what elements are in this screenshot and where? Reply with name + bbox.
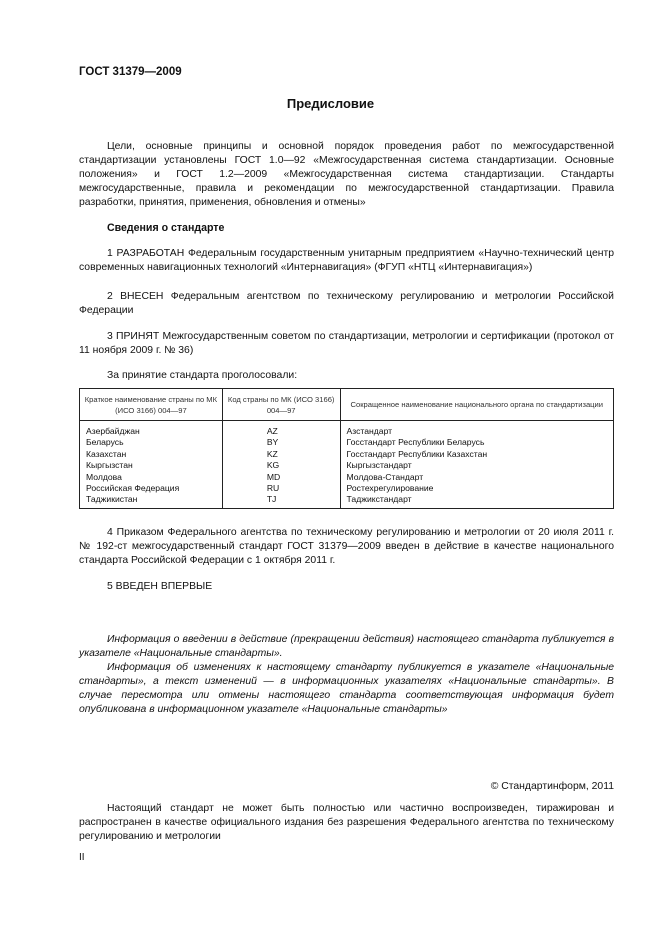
country-name: Таджикистан [86,494,138,505]
country-name: Кыргызстан [86,460,133,471]
standards-body: Ростехрегулирование [346,483,434,494]
country-code: TJ [266,494,277,505]
document-code-header: ГОСТ 31379—2009 [79,66,182,78]
item-introduced-by: 2 ВНЕСЕН Федеральным агентством по техническому регулированию и метрологии Российской Федерации [79,291,614,316]
standards-body: Азстандарт [346,426,393,436]
standards-body: Кыргызстандарт [346,460,412,471]
info-notice [79,633,614,717]
item-developed: 1 РАЗРАБОТАН Федеральным государственным унитарным предприятием «Научно-технический центр современных навигационных технологий «Интернавигация» (ФГУП «НТЦ «Интернавигация») [79,248,614,273]
header-country-name: Краткое наименование страны по МК (ИСО 3166) 004—97 [80,389,223,421]
item-order: 4 Приказом Федерального агентства по техническому регулированию и метрологии от 20 июля 2011 г. № 192-ст межгосударственный стандарт ГОСТ 31379—2009 введен в действие в качестве национального стандарта Российской Федерации с 1 октября 2011 г. [79,527,614,566]
country-code: AZ [266,426,278,436]
standards-body-column [340,421,613,509]
country-name: Российская Федерация [86,483,180,494]
country-code: KG [266,460,280,471]
header-standards-body: Сокращенное наименование национального органа по стандартизации [340,389,613,421]
country-code: KZ [266,448,278,459]
table-caption: За принятие стандарта проголосовали: [107,370,298,381]
country-name: Азербайджан [86,426,140,436]
table-header-row [80,389,614,421]
table-body-row [80,421,614,509]
standards-body: Таджикстандарт [346,494,412,505]
info-paragraph-2: Информация об изменениях к настоящему стандарту публикуется в указателе «Национальные стандарты», а текст изменений — в информационных указателях «Национальные стандарты». В случае пересмотра или отмены настоящего стандарта соответствующая информация будет опубликована в информационном указателе «Национальные стандарты» [79,662,614,715]
item-adopted: 3 ПРИНЯТ Межгосударственным советом по стандартизации, метрологии и сертификации (протокол от 11 ноября 2009 г. № 36) [79,331,614,356]
intro-text: Цели, основные принципы и основной порядок проведения работ по межгосударственной стандартизации установлены ГОСТ 1.0—92 «Межгосударственная система стандартизации. Основные положения» и ГОСТ 1.2—2009 «Межгосударственная система стандартизации. Стандарты межгосударственные, правила и рекомендации по межгосударственной стандартизации. Правила разработки, принятия, применения, обновления и отмены» [79,141,614,208]
info-paragraph-1: Информация о введении в действие (прекращении действия) настоящего стандарта публикуется в указателе «Национальные стандарты». [79,634,614,659]
country-name: Молдова [86,471,122,482]
intro-paragraph [79,140,614,210]
header-country-code: Код страны по МК (ИСО 3166) 004—97 [222,389,340,421]
standards-body: Молдова-Стандарт [346,471,424,482]
country-code: BY [266,437,279,448]
page-title: Предисловие [286,96,375,111]
page-number: II [79,852,85,863]
country-code: RU [266,483,280,494]
country-name: Беларусь [86,437,124,448]
section-heading: Сведения о стандарте [107,222,225,234]
country-name-column [80,421,223,509]
standards-body: Госстандарт Республики Казахстан [346,448,488,459]
reproduction-notice-text: Настоящий стандарт не может быть полностью или частично воспроизведен, тиражирован и распространен в качестве официального издания без разрешения Федерального агентства по техническому регулированию и метрологии [79,803,614,842]
country-code-column [222,421,340,509]
country-code: MD [266,471,281,482]
copyright-line: © Стандартинформ, 2011 [490,781,614,792]
voting-table [79,388,614,509]
country-name: Казахстан [86,448,127,459]
item-first-time: 5 ВВЕДЕН ВПЕРВЫЕ [107,581,213,592]
reproduction-notice [79,802,614,844]
standards-body: Госстандарт Республики Беларусь [346,437,485,448]
